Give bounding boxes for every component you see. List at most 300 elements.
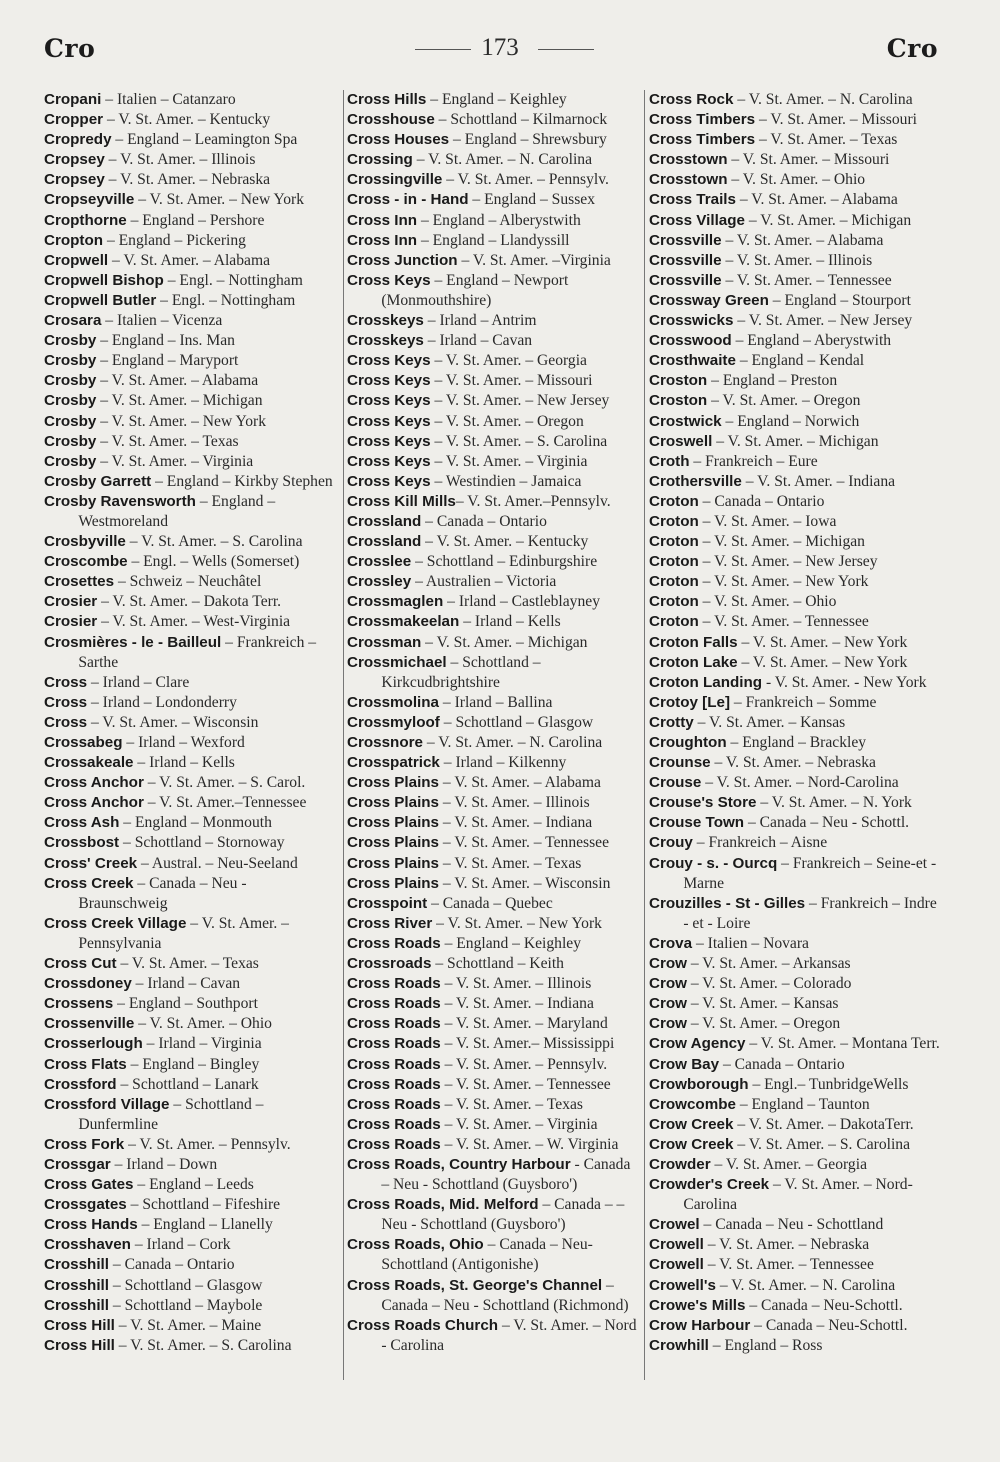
entry-location: – V. St. Amer. – Nebraska: [710, 754, 876, 772]
entry-location: – V. St. Amer. – New York: [134, 191, 305, 209]
entry-place-name: Crossman: [347, 633, 422, 651]
gazetteer-entry: [649, 532, 941, 552]
entry-place-name: Crow Harbour: [649, 1316, 751, 1334]
entry-location: – England – Kendal: [735, 352, 865, 370]
gazetteer-entry: [649, 673, 941, 693]
gazetteer-entry: [44, 351, 338, 371]
entry-location: – V. St. Amer. – Michigan: [421, 633, 588, 651]
entry-place-name: Cross Creek: [44, 874, 134, 892]
entry-place-name: Cross Anchor: [44, 794, 144, 812]
entry-location: – V. St. Amer. – Montana Terr.: [745, 1035, 940, 1053]
entry-place-name: Cross Gates: [44, 1176, 134, 1194]
entry-place-name: Crowell's: [649, 1276, 716, 1294]
entry-location: – Frankreich – Seine-et - Marne: [683, 854, 937, 892]
entry-place-name: Crow: [649, 955, 687, 973]
gazetteer-entry: [347, 592, 639, 612]
entry-location: – Irland – Kells: [133, 754, 235, 772]
gazetteer-entry: [649, 452, 941, 472]
gazetteer-entry: [44, 833, 338, 853]
entry-place-name: Cross Keys: [347, 472, 431, 490]
gazetteer-entry: [44, 874, 338, 914]
gazetteer-entry: [347, 954, 639, 974]
entry-location: – Schottland – Kilmarnock: [434, 111, 608, 129]
entry-place-name: Crosswood: [649, 332, 732, 350]
gazetteer-entry: [649, 552, 941, 572]
entry-place-name: Cross Houses: [347, 131, 450, 149]
entry-place-name: Crossland: [347, 533, 422, 551]
gazetteer-entry: [347, 974, 639, 994]
gazetteer-entry: [44, 1055, 338, 1075]
entry-place-name: Crosshill: [44, 1276, 109, 1294]
entry-location: – V. St. Amer. – Texas: [755, 131, 898, 149]
entry-location: – Canada – Ontario: [719, 1055, 845, 1073]
entry-place-name: Crouzilles - St - Gilles: [649, 894, 806, 912]
gazetteer-entry: [44, 1296, 338, 1316]
entry-place-name: Cross Anchor: [44, 774, 144, 792]
entry-place-name: Crouy - s. - Ourcq: [649, 854, 778, 872]
entry-location: – V. St. Amer. – Tennessee: [698, 613, 869, 631]
entry-place-name: Crouse's Store: [649, 794, 757, 812]
entry-place-name: Crosettes: [44, 573, 115, 591]
entry-location: – Schottland – Edinburgshire: [411, 553, 598, 571]
entry-location: – Irland – Castleblayney: [443, 593, 600, 611]
entry-location: – V. St. Amer. – Michigan: [698, 533, 865, 551]
entry-location: – Schottland – Stornoway: [119, 834, 285, 852]
entry-place-name: Crosby: [44, 332, 97, 350]
gazetteer-entry: [347, 793, 639, 813]
entry-location: – V. St. Amer. – N. Carolina: [422, 734, 603, 751]
entry-place-name: Crowe's Mills: [649, 1296, 746, 1314]
entry-location: – V. St. Amer. – Illinois: [440, 975, 592, 993]
entry-location: – V. St. Amer. – Pennsylv.: [442, 171, 609, 189]
gazetteer-entry: [347, 1195, 639, 1235]
entry-location: – Frankreich – Aisne: [692, 834, 828, 852]
entry-location: – Schottland – Glasgow: [439, 713, 594, 731]
entry-location: – Canada – Neu-Schottl.: [745, 1296, 903, 1314]
entry-place-name: Cross Hill: [44, 1316, 115, 1334]
gazetteer-entry: [44, 1316, 338, 1336]
gazetteer-entry: [649, 492, 941, 512]
entry-place-name: Crossingville: [347, 171, 443, 189]
entry-location: – England – Ross: [708, 1336, 823, 1354]
gazetteer-entry: [649, 1215, 941, 1235]
entry-location: – Canada – Ontario: [109, 1256, 235, 1274]
gazetteer-entry: [347, 633, 639, 653]
entry-place-name: Crosstown: [649, 151, 728, 169]
entry-location: – V. St. Amer. – Nord-Carolina: [701, 774, 899, 792]
entry-location: – V. St. Amer. – Alabama: [721, 231, 884, 249]
entry-place-name: Crosmières - le - Bailleul: [44, 633, 222, 651]
entry-place-name: Cross Plains: [347, 834, 440, 852]
gazetteer-entry: [44, 1195, 338, 1215]
gazetteer-entry: [649, 1235, 941, 1255]
entry-place-name: Cropthorne: [44, 211, 127, 229]
gazetteer-entry: [649, 351, 941, 371]
gazetteer-entry: [44, 472, 338, 492]
entry-place-name: Crosby: [44, 352, 97, 370]
entry-place-name: Croton: [649, 553, 699, 571]
entry-place-name: Cropwell: [44, 251, 109, 269]
entry-place-name: Crow Bay: [649, 1055, 720, 1073]
entry-place-name: Croton: [649, 573, 699, 591]
entry-place-name: Cross Hills: [347, 91, 427, 108]
entry-place-name: Crossmolina: [347, 693, 439, 711]
entry-location: – V. St. Amer. – Illinois: [439, 794, 590, 812]
entry-location: – Irland – Kilkenny: [439, 754, 567, 772]
gazetteer-entry: [649, 833, 941, 853]
entry-place-name: Cross Hill: [44, 1336, 115, 1354]
gazetteer-entry: [44, 1175, 338, 1195]
gazetteer-entry: [649, 994, 941, 1014]
gazetteer-entry: [649, 813, 941, 833]
entry-location: – V. St. Amer. – Ohio: [727, 171, 866, 189]
entry-location: – V. St. Amer.–Tennessee: [143, 794, 307, 812]
entry-place-name: Crosspatrick: [347, 754, 440, 772]
entry-location: – Irland – Londonderry: [87, 693, 237, 711]
entry-location: – V. St. Amer. – Michigan: [96, 392, 263, 410]
entry-place-name: Cross Plains: [347, 874, 440, 892]
entry-place-name: Crosby Garrett: [44, 472, 152, 490]
entry-location: – V. St. Amer. – Pennsylvania: [78, 914, 289, 952]
entry-place-name: Cross Timbers: [649, 111, 756, 129]
entry-location: – England – Westmoreland: [78, 492, 276, 530]
entry-location: – V. St. Amer. – Alabama: [96, 372, 259, 390]
gazetteer-entry: [649, 713, 941, 733]
entry-place-name: Crosby: [44, 452, 97, 470]
entry-place-name: Crossenville: [44, 1015, 135, 1033]
entry-location: – V. St. Amer. – Missouri: [755, 111, 917, 129]
entry-location: – England – Bingley: [126, 1055, 260, 1073]
entry-place-name: Crosby: [44, 432, 97, 450]
entry-location: – Canada – Ontario: [698, 492, 825, 510]
gazetteer-entry: [649, 572, 941, 592]
entry-place-name: Cross Inn: [347, 231, 418, 249]
gazetteer-entry: [347, 994, 639, 1014]
entry-location: – V. St. Amer. – DakotaTerr.: [733, 1115, 914, 1133]
entry-location: – V. St. Amer. – West-Virginia: [97, 613, 291, 631]
entry-place-name: Cross Cut: [44, 955, 117, 973]
entry-location: – Canada – Neu - Schottl.: [744, 814, 910, 832]
gazetteer-entry: [347, 612, 639, 632]
entry-place-name: Cross Fork: [44, 1135, 125, 1153]
gazetteer-entry: [347, 874, 639, 894]
entry-location: – Schottland – Maybole: [109, 1296, 263, 1314]
gazetteer-entry: [649, 472, 941, 492]
entry-location: – V. St. Amer. – Virginia: [96, 452, 254, 470]
entry-place-name: Cropwell Bishop: [44, 271, 164, 289]
entry-place-name: Crouse: [649, 774, 702, 792]
gazetteer-entry: [347, 894, 639, 914]
entry-location: – V. St. Amer. – Kentucky: [103, 111, 271, 129]
gazetteer-entry: [649, 1155, 941, 1175]
entry-place-name: Crosshaven: [44, 1236, 131, 1254]
gazetteer-entry: [44, 110, 338, 130]
entry-location: – V. St. Amer. – Alabama: [439, 774, 601, 792]
entry-location: – Engl. – Nottingham: [163, 271, 303, 289]
gazetteer-entry: [649, 1276, 941, 1296]
entry-place-name: Crowell: [649, 1236, 704, 1254]
entry-place-name: Crossakeale: [44, 754, 134, 772]
entry-location: – V. St. Amer. – W. Virginia: [440, 1135, 619, 1153]
gazetteer-entry: [347, 231, 639, 251]
gazetteer-entry: [44, 793, 338, 813]
gazetteer-entry: [347, 693, 639, 713]
entry-place-name: Cross Keys: [347, 372, 431, 390]
entry-place-name: Cropsey: [44, 171, 105, 189]
gazetteer-entry: [44, 552, 338, 572]
entry-place-name: Cross River: [347, 914, 433, 932]
gazetteer-entry: [649, 633, 941, 653]
column-2: [347, 90, 639, 1356]
header-right-catchword: Cro: [886, 34, 938, 63]
entry-place-name: Crossnore: [347, 734, 423, 751]
entry-place-name: Crosby: [44, 372, 97, 390]
entry-location: – V. St. Amer. – Tennessee: [439, 834, 610, 852]
entry-place-name: Crowder's Creek: [649, 1176, 770, 1194]
gazetteer-entry: [44, 311, 338, 331]
gazetteer-entry: [347, 251, 639, 271]
entry-location: – V. St. Amer. – Nord-Carolina: [683, 1176, 913, 1214]
entry-place-name: Crowell: [649, 1256, 704, 1274]
entry-place-name: Crossway Green: [649, 291, 769, 309]
gazetteer-entry: [44, 572, 338, 592]
entry-place-name: Cross Roads, Country Harbour: [347, 1155, 571, 1173]
entry-place-name: Cropredy: [44, 131, 112, 149]
entry-location: – Canada – Neu - Schottland (Richmond): [381, 1276, 629, 1314]
gazetteer-entry: [44, 432, 338, 452]
gazetteer-entry: [44, 633, 338, 673]
entry-location: – England – Keighley: [426, 91, 567, 108]
gazetteer-entry: [347, 854, 639, 874]
entry-location: – Canada – Neu-Schottl.: [750, 1316, 908, 1334]
gazetteer-entry: [44, 1095, 338, 1135]
entry-place-name: Croston: [649, 372, 708, 390]
entry-place-name: Crossbost: [44, 834, 120, 852]
entry-location: – V. St. Amer. – Tennessee: [721, 271, 892, 289]
column-3: [649, 90, 941, 1356]
entry-place-name: Cross: [44, 673, 88, 691]
entry-place-name: Cross Junction: [347, 251, 458, 269]
entry-location: – Italien – Vicenza: [101, 312, 223, 330]
gazetteer-entry: [44, 713, 338, 733]
entry-place-name: Crosshill: [44, 1256, 109, 1274]
gazetteer-entry: [347, 713, 639, 733]
column-1: [44, 90, 338, 1356]
entry-location: – Schottland – Lanark: [116, 1075, 259, 1093]
entry-place-name: Croton Lake: [649, 653, 738, 671]
gazetteer-entry: [649, 793, 941, 813]
entry-location: – England – Keighley: [440, 934, 582, 952]
entry-place-name: Crow: [649, 975, 687, 993]
entry-location: – V. St. Amer. – Maine: [114, 1316, 262, 1334]
page-number: 173: [481, 34, 519, 61]
entry-place-name: Cross Keys: [347, 352, 431, 370]
entry-location: – Irland – Clare: [87, 673, 190, 691]
entry-location: – England – Leamington Spa: [111, 131, 298, 149]
gazetteer-entry: [44, 532, 338, 552]
gazetteer-entry: [649, 170, 941, 190]
entry-location: – V. St. Amer. – Texas: [96, 432, 239, 450]
gazetteer-entry: [347, 1316, 639, 1356]
entry-location: – V. St. Amer. – Pennsylv.: [440, 1055, 608, 1073]
entry-location: – V. St. Amer. – Iowa: [698, 512, 837, 530]
gazetteer-entry: [44, 412, 338, 432]
entry-location: – V. St. Amer. – Texas: [116, 955, 259, 973]
gazetteer-entry: [347, 90, 639, 110]
column-divider: [343, 90, 344, 1380]
entry-place-name: Cross Roads: [347, 995, 441, 1013]
entry-location: – V. St. Amer. – Colorado: [686, 975, 852, 993]
gazetteer-entry: [649, 1336, 941, 1356]
entry-place-name: Cross Keys: [347, 412, 431, 430]
entry-place-name: Cross Roads: [347, 1035, 441, 1053]
entry-place-name: Cross Creek Village: [44, 914, 187, 932]
entry-place-name: Cross - in - Hand: [347, 191, 469, 209]
gazetteer-entry: [347, 1276, 639, 1316]
entry-place-name: Crossmichael: [347, 653, 447, 671]
gazetteer-entry: [347, 432, 639, 452]
entry-place-name: Crowhill: [649, 1336, 709, 1354]
entry-location: – V. St. Amer. – Indiana: [741, 472, 896, 490]
gazetteer-entry: [649, 894, 941, 934]
entry-location: – Schottland – Dunfermline: [78, 1095, 264, 1133]
gazetteer-entry: [44, 190, 338, 210]
gazetteer-entry: [649, 412, 941, 432]
entry-place-name: Cross Kill Mills: [347, 492, 456, 510]
gazetteer-entry: [649, 211, 941, 231]
entry-location: – V. St. Amer. – Illinois: [104, 151, 256, 169]
entry-location: – V. St. Amer. – Ohio: [698, 593, 837, 611]
entry-place-name: Cross Inn: [347, 211, 418, 229]
entry-location: – Irland – Wexford: [122, 734, 245, 751]
entry-location: – England – Llandyssill: [417, 231, 570, 249]
gazetteer-entry: [649, 371, 941, 391]
entry-location: – England – Aberystwith: [731, 332, 892, 350]
entry-location: – V. St. Amer. – Kansas: [693, 713, 846, 731]
entry-location: – V. St. Amer. – Wisconsin: [439, 874, 611, 892]
gazetteer-entry: [649, 1316, 941, 1336]
entry-place-name: Cross Timbers: [649, 131, 756, 149]
gazetteer-entry: [347, 110, 639, 130]
gazetteer-entry: [44, 331, 338, 351]
entry-location: – V. St. Amer. – Indiana: [440, 995, 594, 1013]
gazetteer-entry: [347, 452, 639, 472]
gazetteer-entry: [347, 1034, 639, 1054]
gazetteer-entry: [649, 311, 941, 331]
entry-place-name: Crosskeys: [347, 332, 424, 350]
gazetteer-entry: [649, 653, 941, 673]
entry-place-name: Cross Roads: [347, 1095, 441, 1113]
gazetteer-entry: [347, 311, 639, 331]
entry-location: – Irland – Cavan: [423, 332, 533, 350]
entry-place-name: Crossgates: [44, 1196, 127, 1214]
gazetteer-entry: [44, 211, 338, 231]
entry-place-name: Cross Roads, St. George's Channel: [347, 1276, 603, 1294]
entry-place-name: Crossgar: [44, 1155, 111, 1173]
entry-location: – England – Pershore: [126, 211, 265, 229]
gazetteer-entry: [347, 833, 639, 853]
entry-place-name: Crosby Ravensworth: [44, 492, 196, 510]
entry-place-name: Crossford Village: [44, 1095, 170, 1113]
entry-location: – England – Pickering: [103, 231, 246, 249]
entry-location: – England – Stourport: [768, 291, 911, 309]
entry-location: – Italien – Catanzaro: [101, 91, 236, 108]
entry-place-name: Crosshill: [44, 1296, 109, 1314]
gazetteer-entry: [649, 592, 941, 612]
entry-location: – V. St. Amer. – Virginia: [440, 1115, 598, 1133]
entry-location: – Irland – Down: [110, 1155, 218, 1173]
gazetteer-entry: [649, 110, 941, 130]
gazetteer-entry: [649, 934, 941, 954]
entry-place-name: Crossroads: [347, 955, 432, 973]
entry-location: – Westindien – Jamaica: [430, 472, 582, 490]
gazetteer-entry: [44, 1336, 338, 1356]
gazetteer-entry: [347, 211, 639, 231]
page-header: [0, 30, 1000, 74]
entry-place-name: Cross Keys: [347, 271, 431, 289]
entry-location: – V. St. Amer. – S. Carol.: [143, 774, 306, 792]
entry-place-name: Crosserlough: [44, 1035, 143, 1053]
entry-location: – England – Leeds: [133, 1176, 254, 1194]
entry-place-name: Crossabeg: [44, 734, 123, 751]
gazetteer-entry: [44, 773, 338, 793]
entry-location: – V. St. Amer. – Nebraska: [703, 1236, 870, 1254]
entry-location: – V. St. Amer. – Ohio: [134, 1015, 272, 1033]
gazetteer-entry: [649, 150, 941, 170]
gazetteer-entry: [44, 1034, 338, 1054]
entry-location: - V. St. Amer. - New York: [762, 673, 927, 691]
entry-location: – V. St. Amer. – Dakota Terr.: [97, 593, 282, 611]
entry-place-name: Croughton: [649, 734, 727, 751]
entry-place-name: Cross Plains: [347, 854, 440, 872]
entry-location: – V. St. Amer. – New Jersey: [698, 553, 878, 571]
entry-place-name: Croston: [649, 392, 708, 410]
entry-location: – England – Monmouth: [119, 814, 272, 832]
gazetteer-entry: [649, 1135, 941, 1155]
entry-location: – V. St. Amer. – Virginia: [430, 452, 588, 470]
entry-place-name: Cropsey: [44, 151, 105, 169]
gazetteer-entry: [44, 251, 338, 271]
entry-place-name: Crow Creek: [649, 1115, 734, 1133]
entry-location: – Irland – Antrim: [423, 312, 537, 330]
gazetteer-entry: [649, 391, 941, 411]
gazetteer-entry: [44, 291, 338, 311]
entry-place-name: Cross Roads: [347, 1015, 441, 1033]
entry-location: – England – Kirkby Stephen: [151, 472, 333, 490]
gazetteer-entry: [44, 231, 338, 251]
entry-location: – V. St. Amer. – Missouri: [430, 372, 593, 390]
entry-location: – V. St. Amer. – Georgia: [710, 1155, 867, 1173]
entry-place-name: Cross Plains: [347, 774, 440, 792]
entry-place-name: Crow: [649, 1015, 687, 1033]
gazetteer-entry: [44, 813, 338, 833]
entry-location: – V. St. Amer. – Kansas: [686, 995, 839, 1013]
entry-location: – Canada – Neu - Schottland: [699, 1216, 884, 1234]
entry-location: – V. St. Amer. – New Jersey: [430, 392, 610, 410]
entry-location: – V. St. Amer. – Oregon: [707, 392, 861, 410]
entry-location: – England – Norwich: [721, 412, 860, 430]
entry-place-name: Cross Roads: [347, 1075, 441, 1093]
entry-location: – Canada – Neu - Braunschweig: [78, 874, 247, 912]
gazetteer-entry: [347, 512, 639, 532]
gazetteer-entry: [44, 371, 338, 391]
entry-place-name: Crossens: [44, 995, 114, 1013]
entry-place-name: Croswell: [649, 432, 713, 450]
entry-location: – V. St. Amer. – Indiana: [439, 814, 593, 832]
entry-location: – V. St. Amer. – New York: [698, 573, 869, 591]
entry-place-name: Cross Roads: [347, 1135, 441, 1153]
gazetteer-entry: [347, 733, 639, 753]
